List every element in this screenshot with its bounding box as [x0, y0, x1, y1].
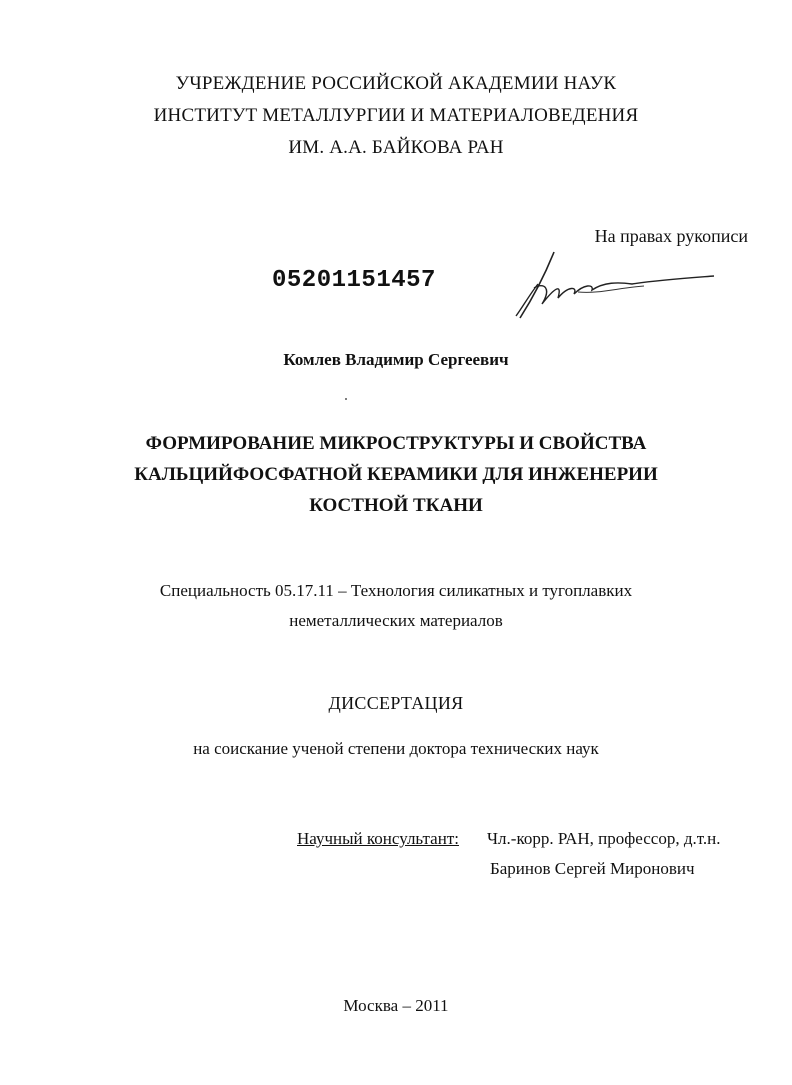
- title-line-2: КАЛЬЦИЙФОСФАТНОЙ КЕРАМИКИ ДЛЯ ИНЖЕНЕРИИ: [134, 464, 658, 485]
- title-line-1: ФОРМИРОВАНИЕ МИКРОСТРУКТУРЫ И СВОЙСТВА: [145, 433, 647, 454]
- city-year: Москва – 2011: [343, 996, 449, 1015]
- signature-image: [508, 248, 720, 322]
- degree-line: на соискание ученой степени доктора технических наук: [193, 739, 599, 758]
- rights-note: На правах рукописи: [594, 226, 748, 246]
- title-line-3: КОСТНОЙ ТКАНИ: [309, 495, 483, 516]
- institution-line-2: ИНСТИТУТ МЕТАЛЛУРГИИ И МАТЕРИАЛОВЕДЕНИЯ: [153, 105, 639, 126]
- document-code: 05201151457: [272, 267, 436, 294]
- document-type: ДИССЕРТАЦИЯ: [328, 693, 464, 713]
- consultant-position: Чл.-корр. РАН, профессор, д.т.н.: [487, 829, 721, 848]
- scan-dot: [345, 398, 347, 400]
- consultant-name: Баринов Сергей Миронович: [490, 859, 695, 878]
- institution-line-3: ИМ. А.А. БАЙКОВА РАН: [288, 137, 504, 158]
- specialty-line-2: неметаллических материалов: [289, 611, 503, 630]
- author-name: Комлев Владимир Сергеевич: [283, 350, 509, 369]
- consultant-label: Научный консультант:: [297, 829, 459, 848]
- specialty-line-1: Специальность 05.17.11 – Технология силикатных и тугоплавких: [159, 581, 633, 600]
- institution-line-1: УЧРЕЖДЕНИЕ РОССИЙСКОЙ АКАДЕМИИ НАУК: [175, 73, 617, 94]
